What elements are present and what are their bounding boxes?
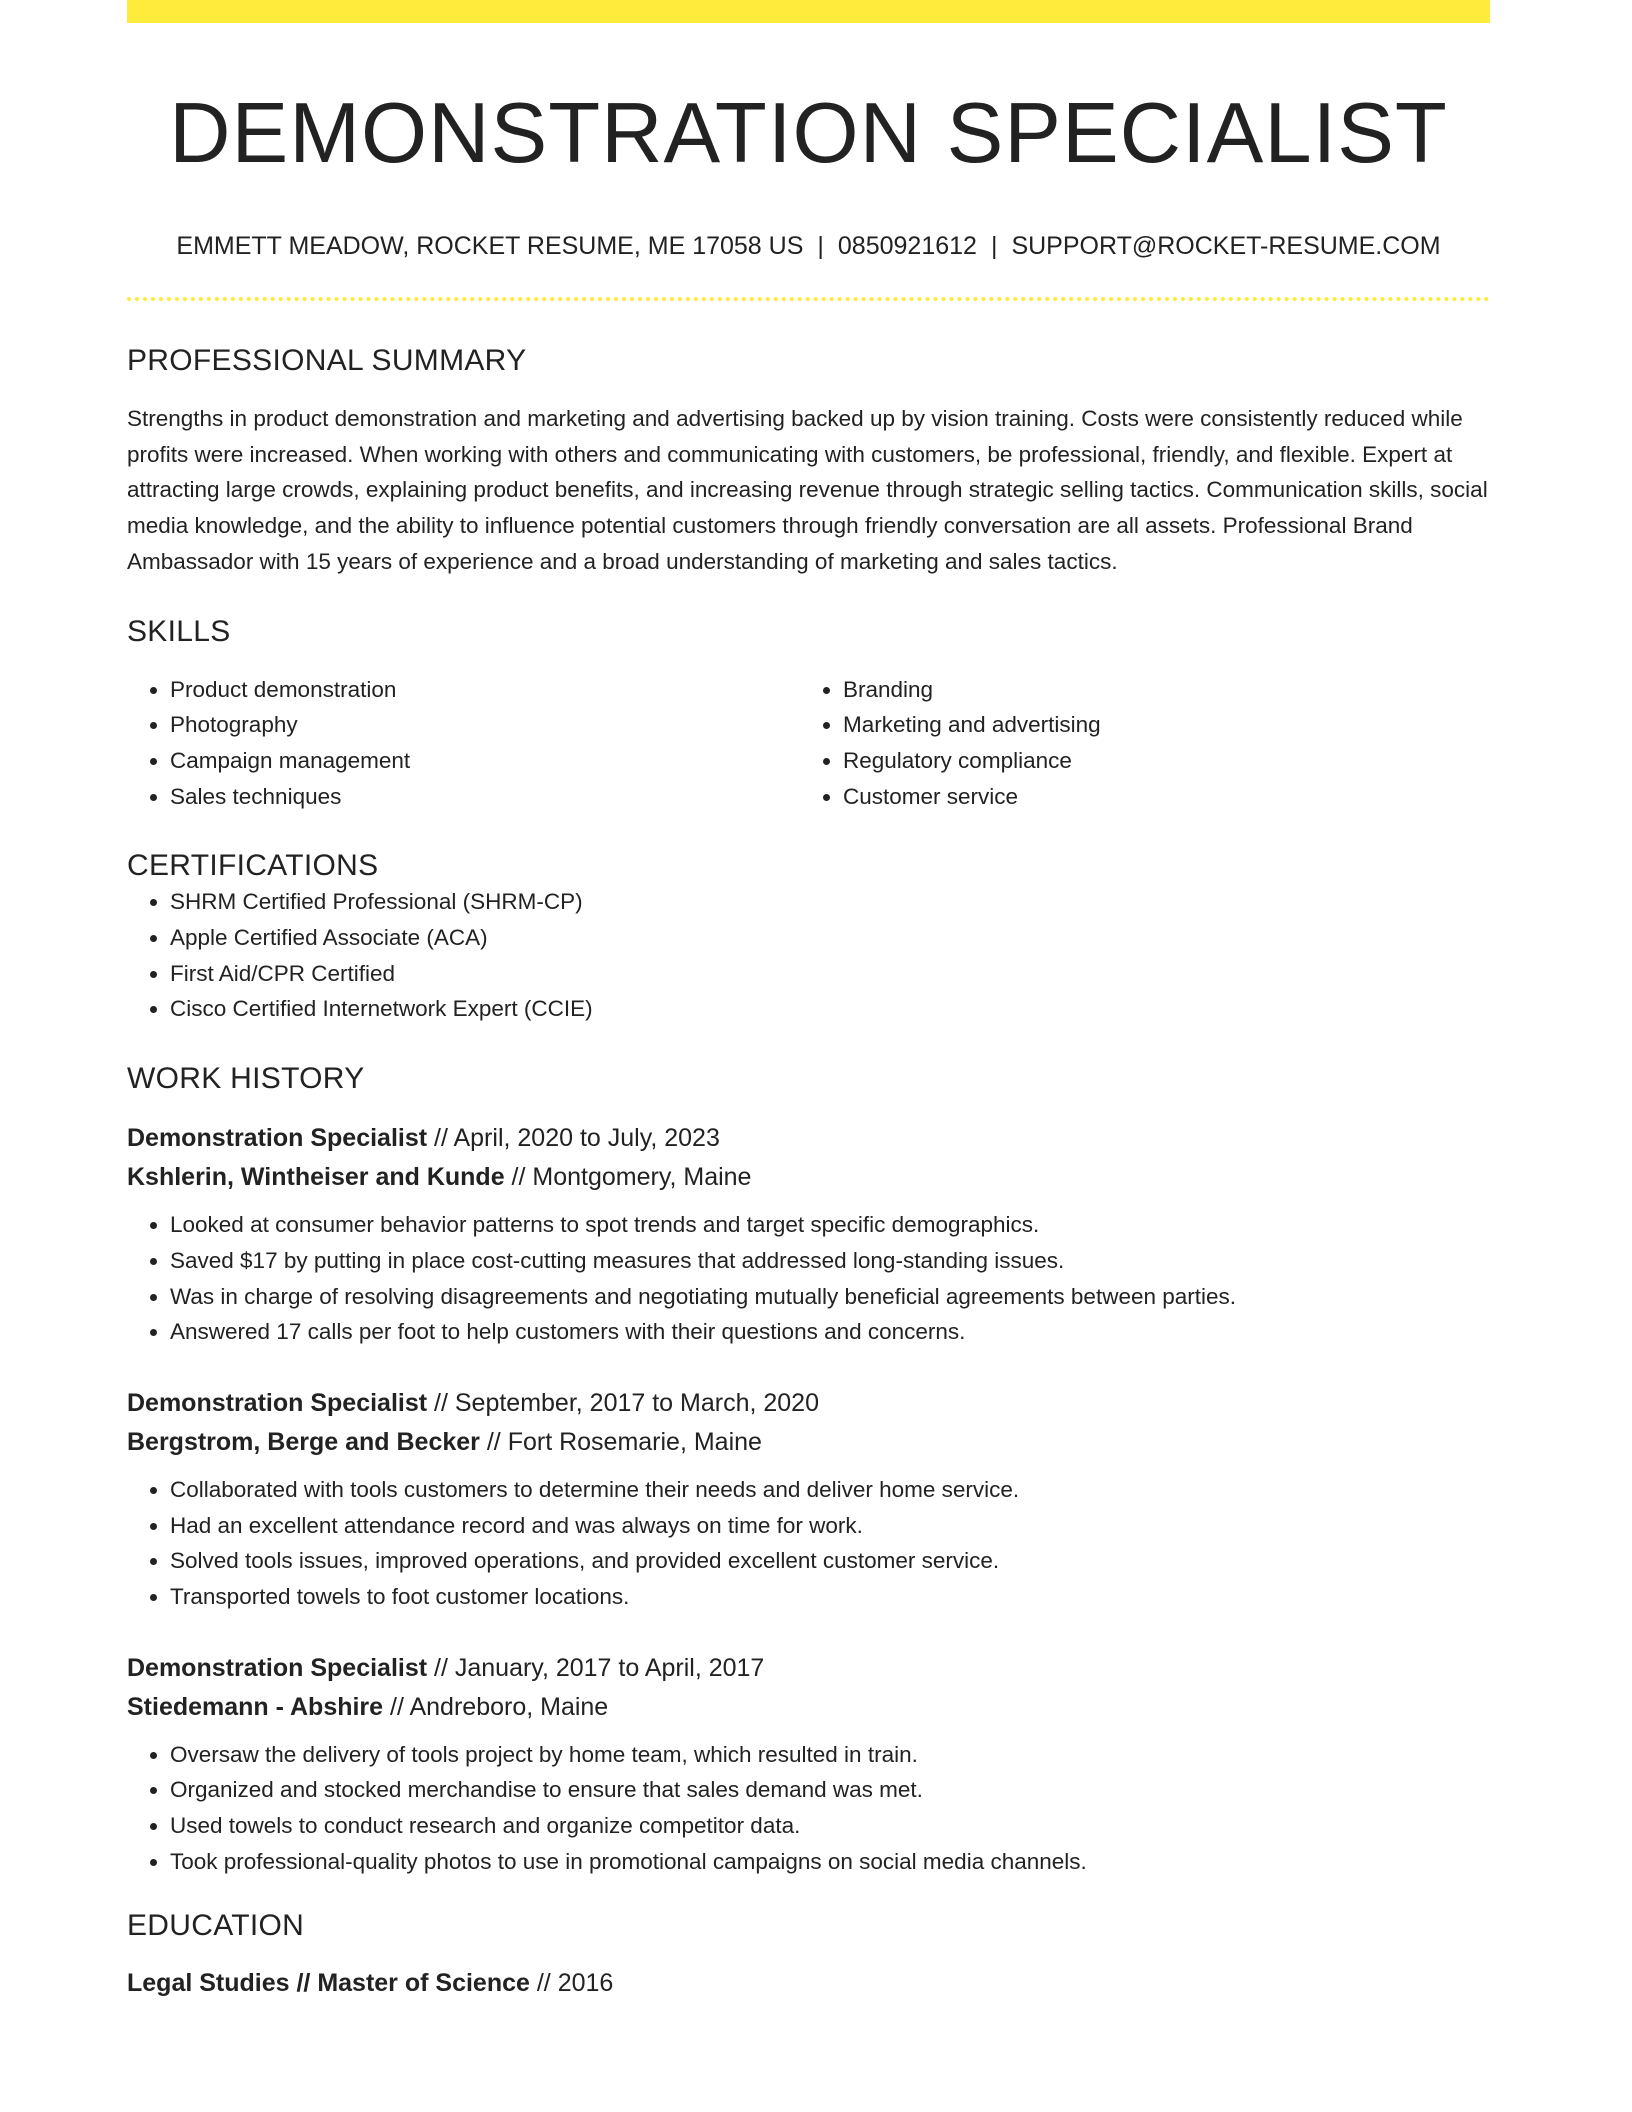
skill-item: • Sales techniques bbox=[170, 779, 800, 815]
job-bullet: • Collaborated with tools customers to determine their needs and deliver home service. bbox=[170, 1472, 1490, 1508]
skills-list-right bbox=[800, 672, 1473, 815]
job-bullets bbox=[127, 1207, 1490, 1350]
job-bullet: • Used towels to conduct research and organize competitor data. bbox=[170, 1808, 1490, 1844]
job-bullets bbox=[127, 1737, 1490, 1880]
job-company: Kshlerin, Wintheiser and Kunde bbox=[127, 1163, 505, 1192]
skill-item: • Marketing and advertising bbox=[843, 707, 1473, 743]
job-bullet: • Oversaw the delivery of tools project by home team, which resulted in train. bbox=[170, 1737, 1490, 1773]
contact-separator: | bbox=[817, 232, 824, 260]
skills-list-left bbox=[127, 672, 800, 815]
skill-item: • Photography bbox=[170, 707, 800, 743]
job-company-line bbox=[127, 1158, 1490, 1197]
job-location: // Andreboro, Maine bbox=[383, 1692, 609, 1721]
skills-columns bbox=[127, 672, 1490, 815]
certification-item: • Apple Certified Associate (ACA) bbox=[170, 920, 1490, 956]
work-history-heading: WORK HISTORY bbox=[127, 1062, 365, 1096]
education-degree: Legal Studies // Master of Science bbox=[127, 1968, 530, 1997]
summary-text: Strengths in product demonstration and marketing and advertising backed up by vision training. Costs were consistently reduced while profits were increased. When working with others and communicating with customers, be professional, friendly, and flexible. Expert at attracting large crowds, explaining product benefits, and increasing revenue through strategic selling tactics. Communication skills, social media knowledge, and the ability to influence potential customers through friendly conversation are all assets. Professional Brand Ambassador with 15 years of experience and a broad understanding of marketing and sales tactics. bbox=[127, 406, 1488, 574]
job-title-line bbox=[127, 1649, 1490, 1688]
contact-line bbox=[127, 231, 1490, 261]
skill-item: • Customer service bbox=[843, 779, 1473, 815]
certifications-heading: CERTIFICATIONS bbox=[127, 849, 379, 883]
job-title: Demonstration Specialist bbox=[127, 1124, 428, 1153]
resume-page bbox=[127, 0, 1490, 2003]
job-location: // Fort Rosemarie, Maine bbox=[479, 1427, 762, 1456]
contact-phone: 0850921612 bbox=[837, 232, 977, 260]
job-entry bbox=[127, 1649, 1490, 1880]
job-dates: // April, 2020 to July, 2023 bbox=[427, 1124, 720, 1153]
job-location: // Montgomery, Maine bbox=[504, 1163, 752, 1192]
job-bullet: • Answered 17 calls per foot to help customers with their questions and concerns. bbox=[170, 1314, 1490, 1350]
job-bullets bbox=[127, 1472, 1490, 1615]
certifications-list bbox=[127, 884, 1490, 1027]
skill-item: • Regulatory compliance bbox=[843, 743, 1473, 779]
job-bullet: • Organized and stocked merchandise to ensure that sales demand was met. bbox=[170, 1772, 1490, 1808]
job-entry bbox=[127, 1384, 1490, 1615]
top-accent-bar bbox=[127, 0, 1490, 23]
job-company-line bbox=[127, 1423, 1490, 1462]
resume-title: DEMONSTRATION SPECIALIST bbox=[169, 86, 1448, 181]
dotted-divider bbox=[127, 297, 1490, 301]
job-entry bbox=[127, 1119, 1490, 1350]
job-dates: // January, 2017 to April, 2017 bbox=[427, 1653, 765, 1682]
job-company: Bergstrom, Berge and Becker bbox=[127, 1427, 480, 1456]
skill-item: • Branding bbox=[843, 672, 1473, 708]
contact-email: SUPPORT@ROCKET-RESUME.COM bbox=[1011, 232, 1441, 260]
summary-heading: PROFESSIONAL SUMMARY bbox=[127, 344, 527, 377]
job-bullet: • Looked at consumer behavior patterns to spot trends and target specific demographics. bbox=[170, 1207, 1490, 1243]
job-title: Demonstration Specialist bbox=[127, 1653, 428, 1682]
job-title-line bbox=[127, 1384, 1490, 1423]
job-title-line bbox=[127, 1119, 1490, 1158]
certification-item: • Cisco Certified Internetwork Expert (CCIE) bbox=[170, 991, 1490, 1027]
job-company: Stiedemann - Abshire bbox=[127, 1692, 384, 1721]
contact-separator: | bbox=[990, 232, 998, 260]
job-bullet: • Transported towels to foot customer locations. bbox=[170, 1579, 1490, 1615]
job-title: Demonstration Specialist bbox=[127, 1388, 428, 1417]
skill-item: • Product demonstration bbox=[170, 672, 800, 708]
certification-item: • SHRM Certified Professional (SHRM-CP) bbox=[170, 884, 1490, 920]
job-bullet: • Solved tools issues, improved operations, and provided excellent customer service. bbox=[170, 1543, 1490, 1579]
job-bullet: • Was in charge of resolving disagreements and negotiating mutually beneficial agreements between parties. bbox=[170, 1279, 1490, 1315]
skills-heading: SKILLS bbox=[127, 614, 231, 648]
education-entry bbox=[127, 1964, 1490, 2003]
certification-item: • First Aid/CPR Certified bbox=[170, 956, 1490, 992]
job-bullet: • Took professional-quality photos to use in promotional campaigns on social media channels. bbox=[170, 1844, 1490, 1880]
job-bullet: • Saved $17 by putting in place cost-cutting measures that addressed long-standing issues. bbox=[170, 1243, 1490, 1279]
job-bullet: • Had an excellent attendance record and was always on time for work. bbox=[170, 1508, 1490, 1544]
contact-address: EMMETT MEADOW, ROCKET RESUME, ME 17058 US bbox=[176, 232, 804, 260]
education-heading: EDUCATION bbox=[127, 1908, 305, 1942]
skill-item: • Campaign management bbox=[170, 743, 800, 779]
job-company-line bbox=[127, 1688, 1490, 1727]
job-dates: // September, 2017 to March, 2020 bbox=[427, 1388, 819, 1417]
education-year: // 2016 bbox=[529, 1968, 614, 1997]
